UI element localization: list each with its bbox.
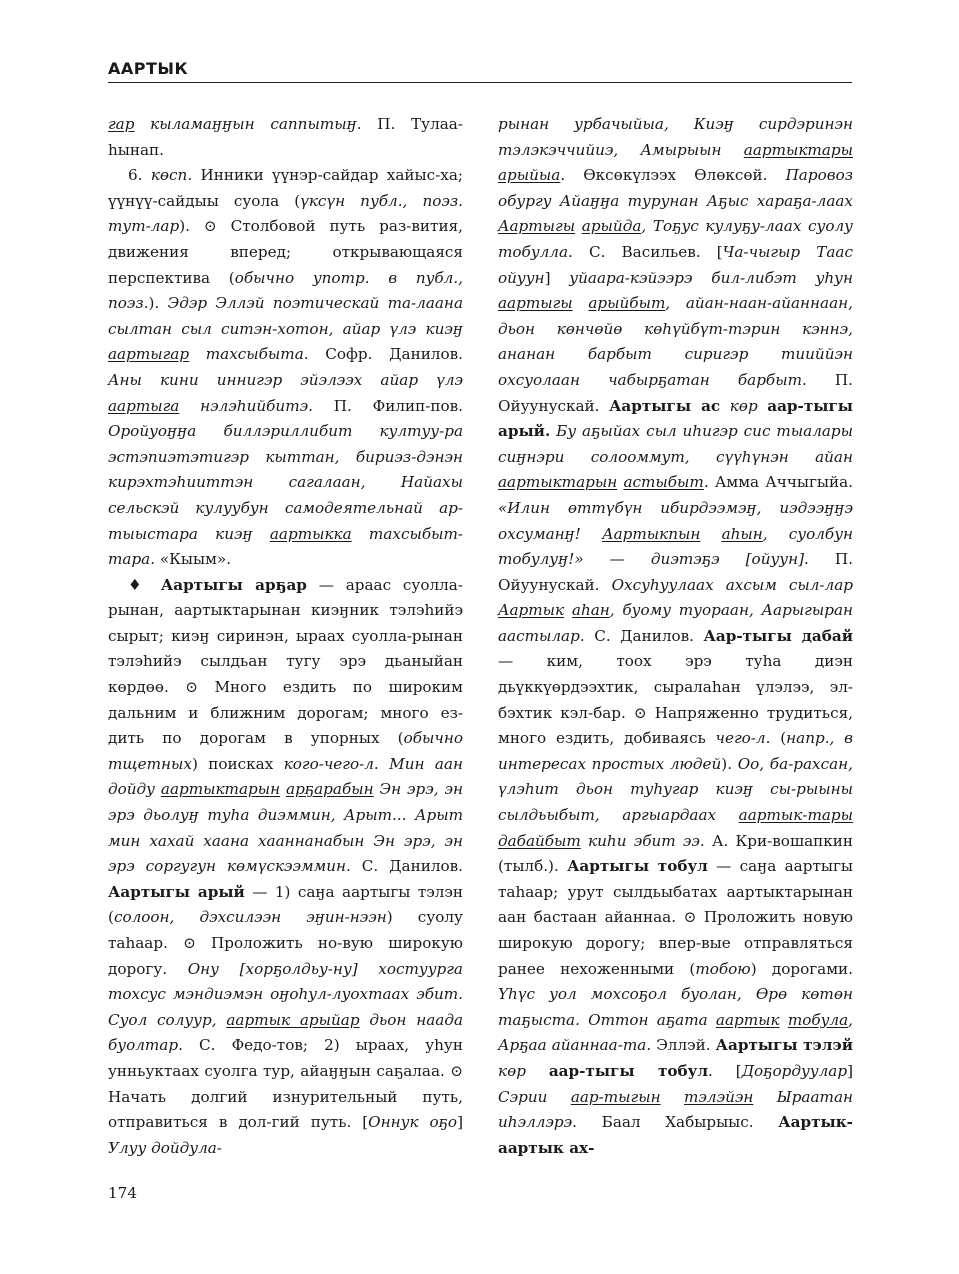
- example-text: обычно тщетных: [108, 729, 463, 773]
- left-column: [108, 112, 463, 1161]
- running-header: [108, 58, 852, 83]
- example-text: обычно употр. в публ., поэз.: [108, 268, 464, 313]
- text-run: . П. Ойуунускай.: [498, 550, 854, 594]
- text-run: 6.: [128, 166, 151, 185]
- example-text: нэлэhийбитэ: [179, 396, 309, 415]
- example-keyword: аhын: [721, 524, 763, 543]
- headword: Аартыгы тобул: [567, 857, 708, 876]
- example-text: Аны кини иннигэр эйэлээх айар үлэ: [108, 370, 463, 389]
- text-run: . С. Данилов.: [346, 857, 463, 876]
- example-text: «Илин өттүбүн ибирдээмэӈ, иэдээӈӈэ охсуманӈ!: [498, 498, 853, 543]
- text-run: ). ⊙ Столбовой путь раз-вития, движения вперед; открывающаяся перспектива (: [108, 217, 463, 287]
- text-run: . П. Ойуунускай.: [498, 370, 853, 415]
- example-keyword: гар: [108, 115, 135, 133]
- text-run: ).: [721, 754, 738, 773]
- text-run: .: [373, 754, 390, 773]
- example-text: көр: [498, 1061, 526, 1080]
- example-text: Оо, ба-рахсан, үлэhит дьон туhугар киэӈ сы-рыыны сылдьыбыт, аргыардаах: [498, 754, 853, 825]
- headword: Аартыгы ас: [609, 396, 721, 415]
- text-run: ]: [847, 1061, 853, 1080]
- text-run: . Инники үүнэр-сайдар хайыс-ха; үүнүү-сайдыы суола (: [108, 166, 463, 210]
- example-text: Оннук оҕо: [368, 1113, 458, 1132]
- example-text: көсп: [150, 166, 188, 185]
- text-run: . П. Филип-пов.: [308, 396, 463, 415]
- text-run: . Эллэй.: [646, 1036, 716, 1055]
- example-text: , Арҕаа айаннаа-та: [498, 1010, 853, 1055]
- example-text: солоон, дэхсилээн эӈин-нээн: [113, 908, 387, 927]
- right-column-paragraph: [498, 112, 853, 1161]
- example-text: тахсыбыт-тара: [108, 524, 463, 569]
- text-run: . С. Федо-тов; 2) ыраах, уhун унньуктаах суолга тур, айаӈӈын саҕалаа. ⊙ Начать долгий изнурительный путь, отправиться в дол-гий путь. [: [108, 1036, 463, 1132]
- example-keyword: астыбыт: [623, 473, 704, 492]
- example-keyword: аhан: [571, 601, 610, 620]
- text-run: . (: [765, 729, 787, 748]
- text-run: . «Кыым».: [150, 550, 232, 569]
- text-run: . С. Данилов.: [579, 626, 704, 645]
- right-column: [498, 112, 853, 1161]
- example-text: , буому туораан, Аарыгыран аастылар: [498, 601, 854, 645]
- example-keyword: аартык: [715, 1010, 780, 1029]
- text-run: . С. Васильев. [: [568, 242, 723, 261]
- example-keyword: аартык-тары: [738, 806, 853, 825]
- example-keyword: аартык арыйар: [226, 1010, 360, 1029]
- example-keyword: дабайбыт: [498, 831, 581, 850]
- example-text: чего-л: [715, 729, 766, 748]
- example-text: Сэрии: [498, 1087, 571, 1106]
- text-run: — саӈа аартыгы таhаар; урут сылдьыбатах аартыктарынан аан бастаан айаннаа. ⊙ Проложить новую широкую дорогу; впер-вые отправляться ранее нехоженными (: [498, 857, 853, 978]
- example-text: үксүн публ., поэз. тут-лар: [108, 191, 463, 236]
- text-run: ]: [544, 268, 570, 287]
- text-run: [575, 217, 582, 235]
- left-column-paragraph: [108, 573, 463, 1162]
- text-run: [720, 397, 730, 415]
- example-text: киhи эбит ээ: [580, 831, 700, 850]
- example-keyword: аартыкка: [269, 524, 352, 543]
- example-keyword: аартыктарын: [498, 473, 618, 492]
- headword: аар-тыгы тобул: [548, 1061, 709, 1080]
- example-keyword: аартыгар: [108, 345, 190, 364]
- example-keyword: аартыктары арыйыа: [498, 140, 853, 185]
- text-run: [758, 397, 768, 415]
- example-keyword: аартыга: [108, 396, 180, 415]
- headword: аар-тыгы арый.: [498, 396, 854, 441]
- example-text: , айан-наан-айаннаан, дьон көнчөйө көhүйбүт-тэрин кэннэ, ананан барбыт сиригэр тииййэн охсуолаан чабырҕатан барбыт: [498, 294, 853, 389]
- example-text: дьон наада буолтар: [108, 1010, 463, 1055]
- example-text: уйаара-кэйээрэ бил-либэт уhун: [569, 268, 853, 287]
- text-run: . П. Тулаа-hынап.: [108, 115, 463, 159]
- text-run: . [: [708, 1061, 742, 1080]
- example-keyword: аартыктарын: [160, 780, 281, 799]
- example-keyword: Аартыкпын: [602, 524, 701, 543]
- headword: Аартык-аартык ах-: [498, 1113, 853, 1157]
- text-run: ) суолу таhаар. ⊙ Проложить но-вую широкую дорогу.: [108, 908, 463, 978]
- example-text: Эдэр Эллэй поэтическай та-лаана сылтан сыл ситэн-хотон, айар үлэ киэӈ: [108, 294, 463, 338]
- example-text: Ча-чыгыр Таас ойуун: [498, 242, 853, 287]
- example-text: тахсыбыта: [189, 345, 304, 364]
- running-header-title: ААРТЫК: [108, 59, 189, 78]
- example-text: Мин аан дойду: [108, 754, 464, 799]
- example-text: , Тоҕус кулуҕу-лаах суолу тобулла: [498, 217, 853, 261]
- example-text: напр., в интересах простых людей: [498, 729, 853, 773]
- text-run: [573, 294, 589, 312]
- text-run: — ким, тоох эрэ туhа диэн дьүккүөрдээхтик, сыралаhан үлэлээ, эл-бэхтик кэл-бар. ⊙ Напряженно трудиться, много ездить, добиваясь: [498, 652, 853, 748]
- page-number: 174: [108, 1184, 137, 1202]
- example-keyword: аартыгы: [498, 294, 573, 313]
- example-text: тобою: [695, 959, 751, 978]
- text-run: . Софр. Данилов.: [303, 345, 463, 364]
- left-column-paragraph: [108, 112, 463, 163]
- example-keyword: аар-тыгын: [570, 1087, 661, 1106]
- example-keyword: Аартыгы: [498, 217, 576, 236]
- example-text: Паровоз обургу Айаӈӈа турунан Аҕыс хараҕа-лаах: [498, 166, 853, 210]
- text-run: . А. Кри-вошапкин (тылб.).: [498, 831, 853, 876]
- example-keyword: арҕарабын: [286, 780, 374, 799]
- headword: Аар-тыгы дабай: [703, 626, 853, 645]
- headword: Аартыгы тэлэй: [715, 1036, 854, 1055]
- text-run: [526, 1062, 549, 1080]
- text-run: ]: [457, 1113, 463, 1132]
- text-run: — 1) саӈа аартыгы тэлэн (: [108, 882, 463, 927]
- example-text: Улуу дойдула-: [108, 1138, 222, 1157]
- example-text: рынан урбачыйыа, Киэӈ сирдэринэн тэлэкэччийиэ, Амырыын: [498, 115, 853, 159]
- example-keyword: тобула: [787, 1010, 849, 1029]
- example-text: Охсуhуулаах ахсым сыл-лар: [611, 575, 853, 594]
- example-text: Ыраатан иhэллэрэ: [498, 1087, 853, 1132]
- text-run: . Өксөкүлээх Өлөксөй.: [560, 166, 786, 185]
- example-text: Эн эрэ, эн эрэ дьолуӈ туhа диэммин, Арыт... Арыт мин хахай хаана хааннанабын Эн эрэ, эн эрэ соргугун көмүскээммин: [108, 780, 463, 876]
- text-run: [700, 525, 721, 543]
- text-run: ) дорогами.: [750, 959, 853, 978]
- example-keyword: тэлэйэн: [684, 1087, 754, 1106]
- example-text: , суолбун тобулуӈ!» — диэтэҕэ [ойуун]: [498, 524, 854, 569]
- text-run: . Амма Аччыгыйа.: [703, 473, 853, 492]
- example-keyword: Аартык: [498, 601, 565, 620]
- left-column-paragraph: [108, 163, 463, 573]
- text-run: . Баал Хабырыыс.: [572, 1113, 779, 1132]
- headword: ♦ Аартыгы арҕар: [128, 575, 307, 594]
- text-run: [661, 1088, 684, 1106]
- text-run: [780, 1011, 788, 1029]
- text-run: [134, 115, 150, 133]
- example-text: Үhүс уол мохсоҕол буолан, Өрө көтөн таҕыста. Оттон аҕата: [498, 985, 853, 1029]
- example-text: Бу аҕыйах сыл иhигэр сис тыалары сиӈнэри солооммут, сүүhүнэн айан: [498, 422, 854, 466]
- example-keyword: арыйда: [581, 217, 642, 236]
- example-text: көр: [729, 396, 758, 415]
- text-run: ).: [148, 294, 168, 313]
- text-run: [564, 601, 572, 619]
- text-run: — араас суолла-рынан, аартыктарынан киэӈник тэлэhийэ сырыт; киэӈ сиринэн, ыраах суолла-рынан тэлэhийэ сылдьан тугу эрэ дьаныйан көрдөө. ⊙ Много ездить по широким дальним и ближним дорогам; много ез-дить по дорогам в упорных (: [108, 575, 463, 748]
- headword: Аартыгы арый: [108, 882, 245, 901]
- example-text: Оройуоӈӈа биллэриллибит култуу-ра эстэпиэтэтигэр кыттан, бириэз-дэнэн кирэхтэhииттэн сагалаан, Найахы сельскэй кулуубун самодеятельнай ар-тыыстара киэӈ: [108, 422, 463, 543]
- example-text: кого-чего-л: [283, 754, 374, 773]
- example-text: кыламаӈӈын саппытыӈ: [150, 115, 357, 133]
- text-run: ) поисках: [191, 754, 284, 773]
- example-keyword: арыйбыт: [588, 294, 666, 313]
- example-text: Доҕордуулар: [741, 1061, 848, 1080]
- example-text: Ону [хорҕолдьу-ну] хостуурга тохсус мэндиэмэн оӈоhул-луохтаах эбит. Суол солуур,: [108, 959, 463, 1029]
